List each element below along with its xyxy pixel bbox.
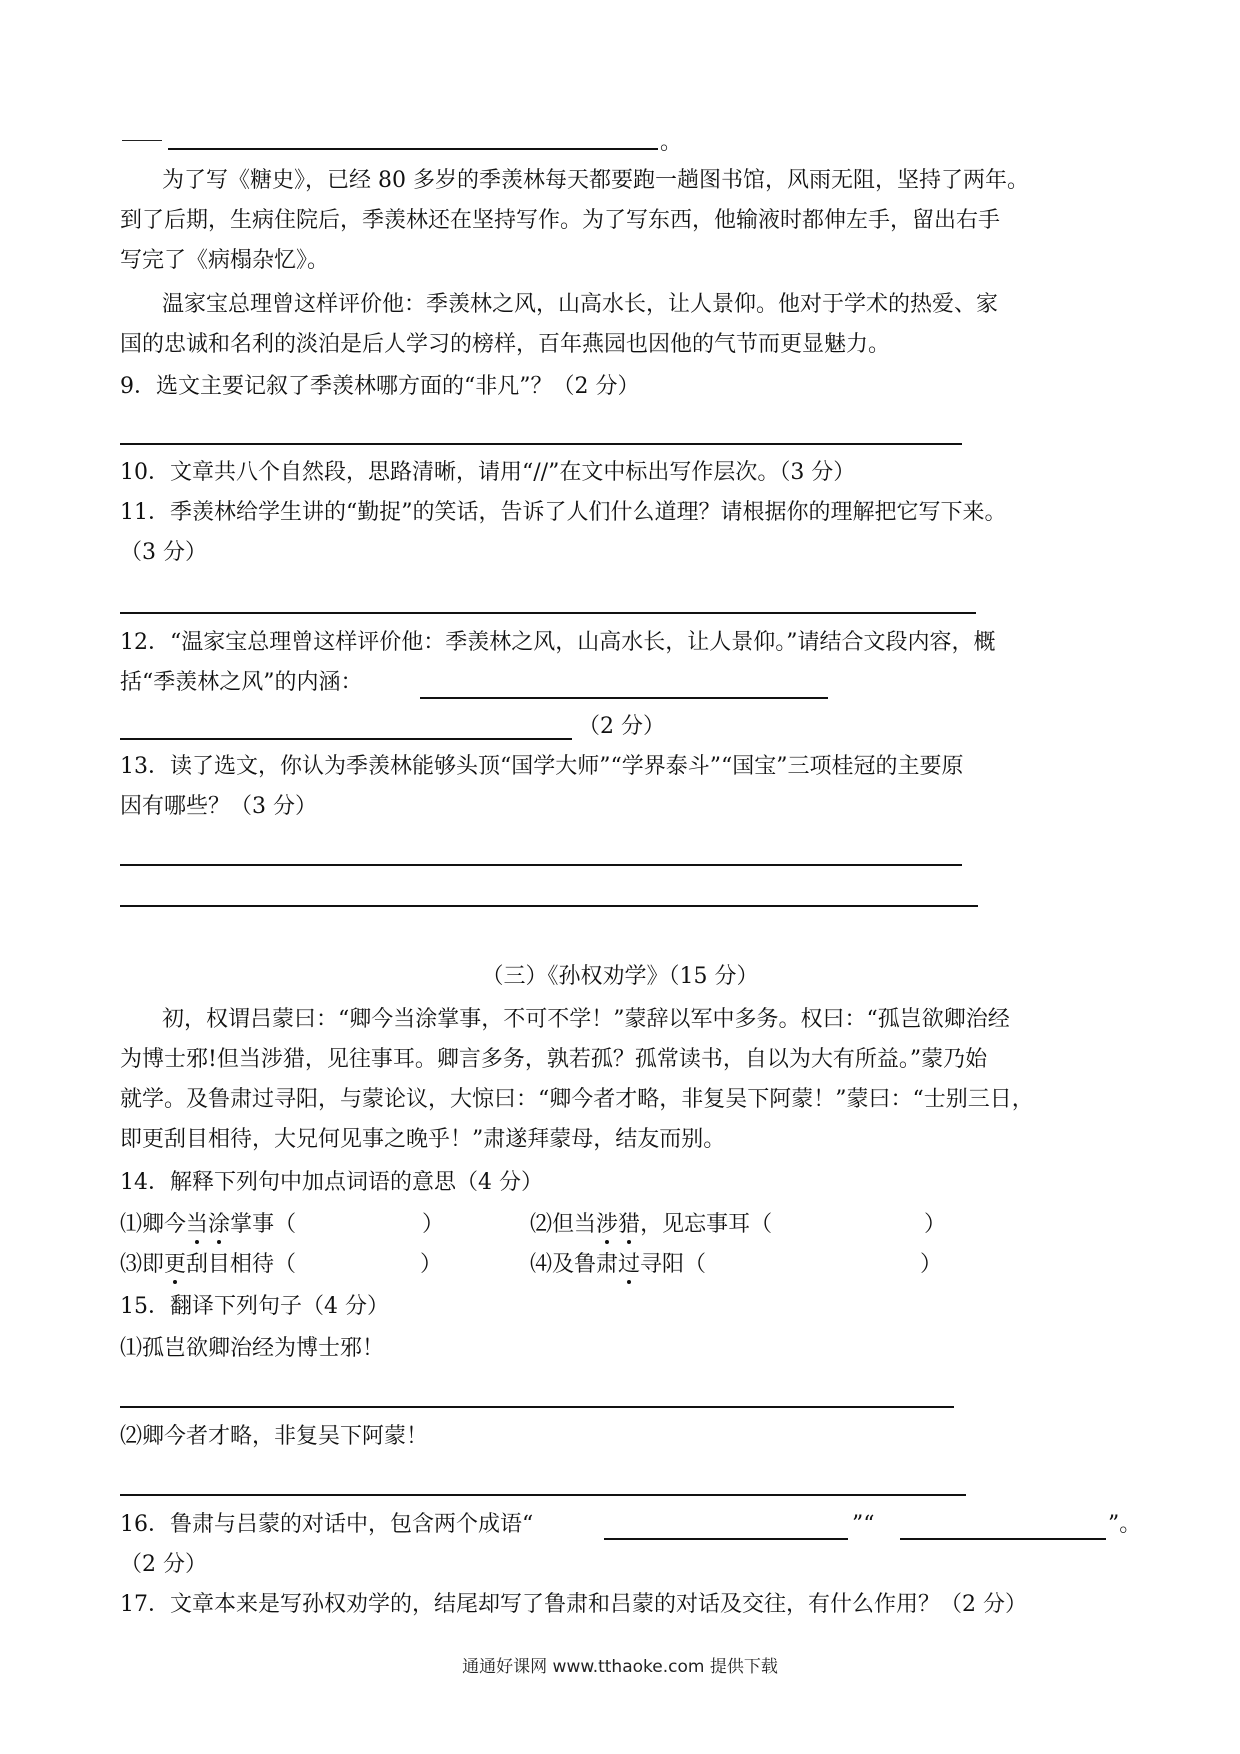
question-12-line2: 括“季羡林之风”的内涵： [120, 670, 363, 695]
q11-answer-line[interactable] [120, 612, 976, 614]
q14-item-4-pre: 及鲁肃 [552, 1252, 619, 1277]
para2-line1: 温家宝总理曾这样评价他：季羡林之风，山高水长，让人景仰。他对于学术的热爱、家 [162, 292, 999, 317]
question-16: 16．鲁肃与吕蒙的对话中，包含两个成语“ [120, 1512, 534, 1537]
question-11-line1: 11．季羡林给学生讲的“勤捉”的笑话，告诉了人们什么道理？请根据你的理解把它写下来。 [120, 500, 1007, 525]
question-15: 15．翻译下列句子（4 分） [120, 1294, 389, 1319]
q9-answer-line[interactable] [120, 443, 962, 445]
q14-item-3-close: ） [420, 1252, 443, 1277]
question-11-line2: （3 分） [120, 540, 207, 565]
question-16-end: ”。 [1108, 1512, 1142, 1537]
q14-item-2-pre: 但当 [552, 1212, 597, 1237]
para1-line1: 为了写《糖史》，已经 80 多岁的季羡林每天都要跑一趟图书馆，风雨无阻，坚持了两年。 [162, 168, 1029, 193]
q14-item-1-dotted-char-1: 当 [186, 1212, 209, 1237]
q14-item-2-dotted-char-1: 涉 [596, 1212, 619, 1237]
para1-line2: 到了后期，生病住院后，季羡林还在坚持写作。为了写东西，他输液时都伸左手，留出右手 [120, 208, 1001, 233]
question-10: 10．文章共八个自然段，思路清晰，请用“//”在文中标出写作层次。（3 分） [120, 460, 856, 485]
q14-item-1-number: ⑴ [120, 1212, 143, 1237]
q14-item-1 [120, 1210, 296, 1240]
top-answer-line[interactable] [168, 148, 658, 150]
question-12-score: （2 分） [578, 714, 665, 739]
classical-text-line1: 初，权谓吕蒙曰：“卿今当涂掌事，不可不学！”蒙辞以军中多务。权曰：“孤岂欲卿治经 [162, 1007, 1010, 1032]
q14-item-4 [530, 1250, 706, 1280]
classical-text-line4: 即更刮目相待，大兄何见事之晚乎！”肃遂拜蒙母，结友而别。 [120, 1127, 726, 1152]
q12-answer-line-2[interactable] [120, 738, 572, 740]
question-16-score: （2 分） [120, 1552, 207, 1577]
classical-text-line3: 就学。及鲁肃过寻阳，与蒙论议，大惊曰：“卿今者才略，非复吴下阿蒙！”蒙曰：“士别三日， [120, 1087, 1034, 1112]
q14-item-3-dotted-char: 更 [164, 1252, 187, 1277]
classical-text-line2: 为博士邪!但当涉猎，见往事耳。卿言多务，孰若孤？孤常读书，自以为大有所益。”蒙乃始 [120, 1047, 988, 1072]
question-12-line1: 12．“温家宝总理曾这样评价他：季羡林之风，山高水长，让人景仰。”请结合文段内容，概 [120, 630, 996, 655]
q14-item-2 [530, 1210, 772, 1240]
q13-answer-line-2[interactable] [120, 905, 978, 907]
q14-item-1-pre: 卿今 [142, 1212, 187, 1237]
q14-item-4-post: 寻阳（ [640, 1252, 707, 1277]
q14-item-4-close: ） [920, 1252, 943, 1277]
q15-answer-line-1[interactable] [120, 1406, 954, 1408]
question-16-mid: ”“ [852, 1512, 875, 1537]
para2-line2: 国的忠诚和名利的淡泊是后人学习的榜样，百年燕园也因他的气节而更显魅力。 [120, 332, 891, 357]
q14-item-3 [120, 1250, 296, 1280]
top-fragment-end: 。 [660, 130, 683, 155]
q16-answer-line-1[interactable] [604, 1538, 848, 1540]
q12-answer-line-1[interactable] [420, 697, 828, 699]
q14-item-1-dotted-char-2: 涂 [208, 1212, 231, 1237]
question-9: 9．选文主要记叙了季羡林哪方面的“非凡”？（2 分） [120, 374, 640, 399]
q14-item-4-number: ⑷ [530, 1252, 553, 1277]
q15-sentence-1: ⑴孤岂欲卿治经为博士邪！ [120, 1336, 385, 1361]
question-14: 14．解释下列句中加点词语的意思（4 分） [120, 1170, 543, 1195]
q14-item-2-close: ） [924, 1212, 947, 1237]
para1-line3: 写完了《病榻杂忆》。 [120, 248, 330, 273]
q14-item-2-post: ，见忘事耳（ [640, 1212, 773, 1237]
q14-item-4-dotted-char: 过 [618, 1252, 641, 1277]
section-3-title: （三）《孙权劝学》（15 分） [481, 964, 759, 989]
q13-answer-line-1[interactable] [120, 864, 962, 866]
top-short-rule [122, 140, 162, 141]
q14-item-2-number: ⑵ [530, 1212, 553, 1237]
q14-item-1-post: 掌事（ [230, 1212, 297, 1237]
q14-item-1-close: ） [422, 1212, 445, 1237]
question-17: 17．文章本来是写孙权劝学的，结尾却写了鲁肃和吕蒙的对话及交往，有什么作用？（2 分） [120, 1592, 1027, 1617]
q14-item-3-number: ⑶ [120, 1252, 143, 1277]
q14-item-3-post: 刮目相待（ [186, 1252, 297, 1277]
q15-sentence-2: ⑵卿今者才略，非复吴下阿蒙！ [120, 1424, 429, 1449]
question-13-line2: 因有哪些？（3 分） [120, 794, 317, 819]
q15-answer-line-2[interactable] [120, 1494, 966, 1496]
question-13-line1: 13．读了选文，你认为季羡林能够头顶“国学大师”“学界泰斗”“国宝”三项桂冠的主要原 [120, 754, 964, 779]
q14-item-3-pre: 即 [142, 1252, 165, 1277]
footer-source: 通通好课网 www.tthaoke.com 提供下载 [462, 1657, 778, 1677]
q14-item-2-dotted-char-2: 猎 [618, 1212, 641, 1237]
q16-answer-line-2[interactable] [900, 1538, 1106, 1540]
